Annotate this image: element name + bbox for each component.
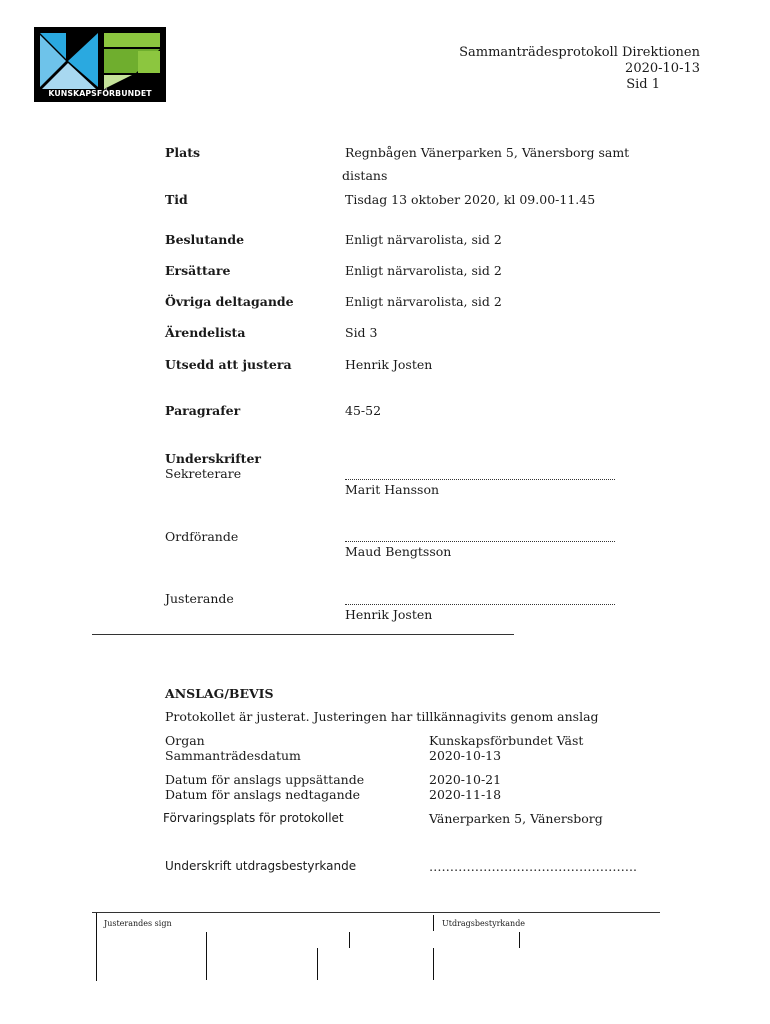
justerande-signature-line <box>345 603 615 605</box>
sign-box-divider-5 <box>433 948 434 980</box>
sekreterare-label: Sekreterare <box>165 466 242 481</box>
footer-left-border <box>96 913 97 981</box>
sekreterare-name: Marit Hansson <box>345 482 440 497</box>
ordforande-name: Maud Bengtsson <box>345 544 452 559</box>
logo-text: KUNSKAPSFÖRBUNDET <box>48 89 152 98</box>
underskrifter-heading: Underskrifter <box>165 451 261 466</box>
sign-box-divider-4 <box>433 915 434 931</box>
sign-box-divider-1 <box>206 932 207 980</box>
tid-value: Tisdag 13 oktober 2020, kl 09.00-11.45 <box>345 192 596 207</box>
beslutande-value: Enligt närvarolista, sid 2 <box>345 232 502 247</box>
justerandes-sign-label: Justerandes sign <box>104 919 172 928</box>
sign-box-divider-3 <box>349 932 350 948</box>
sammantradesdatum-value: 2020-10-13 <box>429 748 502 763</box>
paragrafer-label: Paragrafer <box>165 403 241 418</box>
utdragsbestyrkande-label: Utdragsbestyrkande <box>442 919 526 928</box>
section-divider <box>92 634 514 635</box>
arendelista-value: Sid 3 <box>345 325 378 340</box>
ovriga-label: Övriga deltagande <box>165 294 294 309</box>
forvaring-value: Vänerparken 5, Vänersborg <box>429 811 603 826</box>
plats-label: Plats <box>165 145 201 160</box>
organ-value: Kunskapsförbundet Väst <box>429 733 584 748</box>
underskrift-label: Underskrift utdragsbestyrkande <box>165 859 357 873</box>
uppsattande-value: 2020-10-21 <box>429 772 502 787</box>
kunskapsforbundet-logo <box>34 27 166 102</box>
ersattare-label: Ersättare <box>165 263 231 278</box>
anslag-heading: ANSLAG/BEVIS <box>165 686 274 701</box>
document-header <box>459 45 700 93</box>
plats-value-line2: distans <box>342 168 388 183</box>
ovriga-value: Enligt närvarolista, sid 2 <box>345 294 502 309</box>
plats-value-line1: Regnbågen Vänerparken 5, Vänersborg samt <box>345 145 630 160</box>
anslag-intro: Protokollet är justerat. Justeringen har tillkännagivits genom anslag <box>165 709 599 724</box>
arendelista-label: Ärendelista <box>165 325 246 340</box>
nedtagande-value: 2020-11-18 <box>429 787 502 802</box>
ordforande-label: Ordförande <box>165 529 239 544</box>
document-title: Sammanträdesprotokoll Direktionen <box>459 45 700 60</box>
underskrift-line: ………………………………………….. <box>429 859 637 874</box>
logo-mark-icon <box>40 33 160 89</box>
justerande-name: Henrik Josten <box>345 607 433 622</box>
document-date: 2020-10-13 <box>625 61 700 76</box>
justera-value: Henrik Josten <box>345 357 433 372</box>
sign-box-divider-6 <box>519 932 520 948</box>
sign-box-divider-2 <box>317 948 318 980</box>
sammantradesdatum-label: Sammanträdesdatum <box>165 748 301 763</box>
tid-label: Tid <box>165 192 188 207</box>
paragrafer-value: 45-52 <box>345 403 382 418</box>
justera-label: Utsedd att justera <box>165 357 292 372</box>
beslutande-label: Beslutande <box>165 232 245 247</box>
organ-label: Organ <box>165 733 205 748</box>
ersattare-value: Enligt närvarolista, sid 2 <box>345 263 502 278</box>
nedtagande-label: Datum för anslags nedtagande <box>165 787 361 802</box>
page-number: Sid 1 <box>626 77 660 92</box>
forvaring-label: Förvaringsplats för protokollet <box>163 811 344 825</box>
justerande-label: Justerande <box>165 591 234 606</box>
sekreterare-signature-line <box>345 478 615 480</box>
footer-divider <box>92 912 660 913</box>
uppsattande-label: Datum för anslags uppsättande <box>165 772 365 787</box>
ordforande-signature-line <box>345 540 615 542</box>
